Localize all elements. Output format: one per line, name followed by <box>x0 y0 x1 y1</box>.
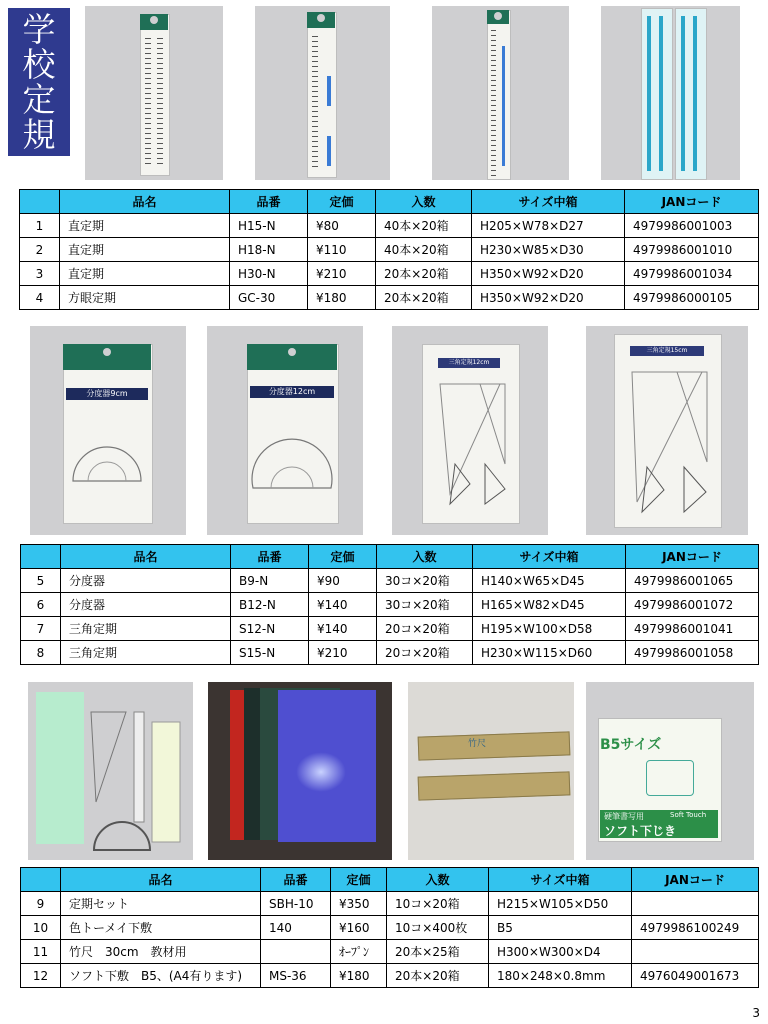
col-header-price: 定価 <box>331 868 387 892</box>
cell-no: 12 <box>21 964 61 988</box>
set-bag <box>36 692 84 844</box>
cell-price: ¥160 <box>331 916 387 940</box>
table-row <box>20 238 759 262</box>
table-row <box>21 964 759 988</box>
pad-line: 硬筆書写用 <box>604 812 644 821</box>
package-label: 分度器9cm <box>66 388 148 400</box>
table-row <box>20 214 759 238</box>
cell-size: H215×W105×D50 <box>489 892 632 916</box>
product-photo-h18 <box>255 6 390 180</box>
table-header-row <box>21 868 759 892</box>
cell-size: H300×W300×D4 <box>489 940 632 964</box>
table-row <box>21 892 759 916</box>
pad-size-label: B5サイズ <box>600 737 662 753</box>
cell-name: 色トーメイ下敷 <box>61 916 261 940</box>
cell-qty: 40本×20箱 <box>376 238 472 262</box>
ruler-set-icon <box>86 702 186 852</box>
cell-jan: 4979986000105 <box>625 286 759 310</box>
cell-size: H165×W82×D45 <box>473 593 626 617</box>
col-header-size: サイズ中箱 <box>489 868 632 892</box>
cell-qty: 20本×20箱 <box>376 286 472 310</box>
cell-code: H15-N <box>230 214 308 238</box>
table-row <box>21 940 759 964</box>
cell-qty: 10コ×20箱 <box>387 892 489 916</box>
table-header-row <box>20 190 759 214</box>
cell-jan: 4976049001673 <box>632 964 759 988</box>
cell-jan: 4979986001065 <box>626 569 759 593</box>
cell-price: ¥140 <box>309 617 377 641</box>
cell-code: B12-N <box>231 593 309 617</box>
table-row <box>21 916 759 940</box>
cell-no: 10 <box>21 916 61 940</box>
cell-price: ¥90 <box>309 569 377 593</box>
cell-price: ¥350 <box>331 892 387 916</box>
cell-size: H205×W78×D27 <box>472 214 625 238</box>
col-header-code: 品番 <box>261 868 331 892</box>
cell-name: 直定期 <box>60 262 230 286</box>
col-header-jan: JANコード <box>632 868 759 892</box>
product-photo-s15 <box>586 326 748 535</box>
pad-sub: Soft Touch <box>670 811 707 819</box>
title-char: 学 <box>22 10 56 49</box>
col-header-name: 品名 <box>61 868 261 892</box>
cell-qty: 10コ×400枚 <box>387 916 489 940</box>
cell-price: ¥210 <box>309 641 377 665</box>
page-number: 3 <box>752 1006 760 1020</box>
cell-size: 180×248×0.8mm <box>489 964 632 988</box>
protractor-icon <box>251 402 333 492</box>
cell-code: S12-N <box>231 617 309 641</box>
cell-price: ¥80 <box>308 214 376 238</box>
cell-name: 直定期 <box>60 214 230 238</box>
cell-jan: 4979986001003 <box>625 214 759 238</box>
package-label: 三角定規12cm <box>438 358 500 368</box>
product-photo-b12 <box>207 326 363 535</box>
product-photo-bamboo-ruler <box>408 682 574 860</box>
cell-no: 2 <box>20 238 60 262</box>
col-header-jan: JANコード <box>626 545 759 569</box>
cell-jan: 4979986001010 <box>625 238 759 262</box>
cell-price: ¥180 <box>308 286 376 310</box>
cell-size: H140×W65×D45 <box>473 569 626 593</box>
cell-no: 7 <box>21 617 61 641</box>
cell-no: 8 <box>21 641 61 665</box>
cell-size: H230×W85×D30 <box>472 238 625 262</box>
triangle-ruler-icon <box>622 362 714 522</box>
cell-name: 分度器 <box>61 569 231 593</box>
cell-code: H18-N <box>230 238 308 262</box>
cell-jan: 4979986001041 <box>626 617 759 641</box>
package-label: 三角定規15cm <box>630 346 704 356</box>
title-char: 校 <box>22 45 56 84</box>
cell-qty: 30コ×20箱 <box>377 593 473 617</box>
col-header-jan: JANコード <box>625 190 759 214</box>
cell-code: H30-N <box>230 262 308 286</box>
col-header-qty: 入数 <box>387 868 489 892</box>
cell-qty: 40本×20箱 <box>376 214 472 238</box>
cell-size: B5 <box>489 916 632 940</box>
bamboo-ruler <box>418 731 571 760</box>
cell-size: H350×W92×D20 <box>472 286 625 310</box>
cell-qty: 20本×20箱 <box>387 964 489 988</box>
table-row <box>21 617 759 641</box>
cell-jan <box>632 892 759 916</box>
cell-jan: 4979986001072 <box>626 593 759 617</box>
cell-price: ¥140 <box>309 593 377 617</box>
cell-qty: 20コ×20箱 <box>377 617 473 641</box>
col-header-size: サイズ中箱 <box>472 190 625 214</box>
package-label: 分度器12cm <box>250 386 334 398</box>
bamboo-ruler <box>418 771 571 800</box>
cell-price: ¥180 <box>331 964 387 988</box>
cell-code: 140 <box>261 916 331 940</box>
spec-table-sets <box>20 867 759 988</box>
pad-caption: ソフト下じき <box>604 824 677 838</box>
col-header-no <box>20 190 60 214</box>
cell-name: 定期セット <box>61 892 261 916</box>
table-row <box>21 593 759 617</box>
cell-size: H230×W115×D60 <box>473 641 626 665</box>
triangle-ruler-icon <box>430 374 512 514</box>
cell-name: 竹尺 30cm 教材用 <box>61 940 261 964</box>
spec-table-protractors <box>20 544 759 665</box>
bamboo-ruler-label: 竹尺 <box>468 739 487 749</box>
cell-code: GC-30 <box>230 286 308 310</box>
cell-price: ｵｰﾌﾟﾝ <box>331 940 387 964</box>
cell-qty: 20本×20箱 <box>376 262 472 286</box>
cell-jan: 4979986100249 <box>632 916 759 940</box>
table-row <box>20 286 759 310</box>
cell-no: 6 <box>21 593 61 617</box>
cell-price: ¥110 <box>308 238 376 262</box>
product-photo-h15 <box>85 6 223 180</box>
cell-no: 9 <box>21 892 61 916</box>
product-photo-soft-pad <box>586 682 754 860</box>
cell-no: 11 <box>21 940 61 964</box>
cell-name: 直定期 <box>60 238 230 262</box>
col-header-name: 品名 <box>61 545 231 569</box>
col-header-code: 品番 <box>231 545 309 569</box>
col-header-name: 品名 <box>60 190 230 214</box>
cell-no: 4 <box>20 286 60 310</box>
spec-table-rulers <box>19 189 759 310</box>
cell-name: 三角定期 <box>61 617 231 641</box>
cell-jan: 4979986001034 <box>625 262 759 286</box>
col-header-price: 定価 <box>309 545 377 569</box>
table-row <box>21 569 759 593</box>
col-header-price: 定価 <box>308 190 376 214</box>
cell-qty: 30コ×20箱 <box>377 569 473 593</box>
product-photo-h30 <box>432 6 569 180</box>
cell-jan <box>632 940 759 964</box>
cell-code: B9-N <box>231 569 309 593</box>
product-photo-color-pads <box>208 682 392 860</box>
cell-size: H350×W92×D20 <box>472 262 625 286</box>
table-header-row <box>21 545 759 569</box>
table-row <box>21 641 759 665</box>
cell-no: 3 <box>20 262 60 286</box>
title-char: 規 <box>22 115 56 154</box>
cell-jan: 4979986001058 <box>626 641 759 665</box>
cell-no: 1 <box>20 214 60 238</box>
cell-code: S15-N <box>231 641 309 665</box>
col-header-no <box>21 545 61 569</box>
product-photo-b9 <box>30 326 186 535</box>
cell-code: SBH-10 <box>261 892 331 916</box>
product-photo-gc30 <box>601 6 740 180</box>
col-header-code: 品番 <box>230 190 308 214</box>
col-header-qty: 入数 <box>377 545 473 569</box>
cell-name: 三角定期 <box>61 641 231 665</box>
cell-no: 5 <box>21 569 61 593</box>
cell-name: ソフト下敷 B5、(A4有ります) <box>61 964 261 988</box>
cell-price: ¥210 <box>308 262 376 286</box>
product-photo-ruler-set <box>28 682 193 860</box>
cell-code: MS-36 <box>261 964 331 988</box>
cell-code <box>261 940 331 964</box>
cell-name: 方眼定期 <box>60 286 230 310</box>
col-header-no <box>21 868 61 892</box>
cell-qty: 20本×25箱 <box>387 940 489 964</box>
protractor-icon <box>68 406 146 486</box>
cell-size: H195×W100×D58 <box>473 617 626 641</box>
col-header-qty: 入数 <box>376 190 472 214</box>
section-title <box>8 8 70 156</box>
title-char: 定 <box>22 80 56 119</box>
cell-qty: 20コ×20箱 <box>377 641 473 665</box>
table-row <box>20 262 759 286</box>
product-photo-s12 <box>392 326 548 535</box>
cell-name: 分度器 <box>61 593 231 617</box>
col-header-size: サイズ中箱 <box>473 545 626 569</box>
